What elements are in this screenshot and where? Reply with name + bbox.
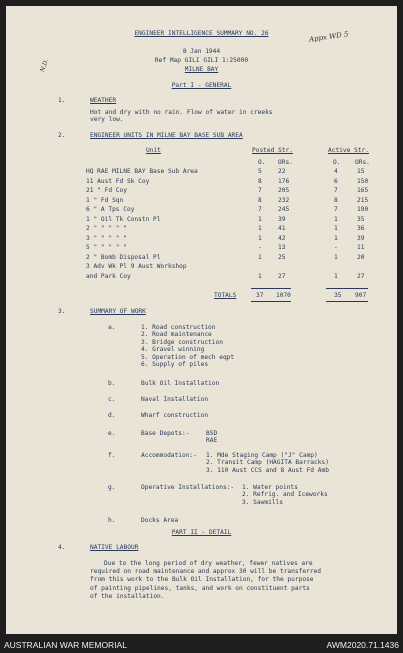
section-2-number: 2. <box>58 132 66 139</box>
section-4-number: 4. <box>58 544 66 551</box>
section-1-number: 1. <box>58 97 66 104</box>
work-d-letter: d. <box>108 412 116 419</box>
table-row-unit: 11 Aust Fd Sk Coy <box>86 177 150 185</box>
table-row-posted-o: 1 <box>258 253 262 261</box>
table-row-posted-o: 7 <box>258 206 262 213</box>
weather-text-line-2: very low. <box>90 116 124 123</box>
table-row-unit: 21 " Fd Coy <box>86 187 127 194</box>
table-row-active-o: 1 <box>334 225 338 232</box>
work-h-text: Docks Area <box>141 517 179 524</box>
work-e-text: Base Depots:- <box>141 430 190 437</box>
work-f-item: 2. Transit Camp (HAGITA Barracks) <box>206 459 329 467</box>
table-row-posted-o: 8 <box>258 196 262 204</box>
native-labour-line: of the installation. <box>90 592 165 600</box>
document-page <box>6 6 397 634</box>
document-title: ENGINEER INTELLIGENCE SUMMARY NO. 26 <box>134 30 269 37</box>
table-row-active-o: 1 <box>334 253 338 261</box>
table-sub-active-o: O. <box>333 159 341 166</box>
table-row-active-o: 6 <box>334 177 338 185</box>
table-row-active-ors: 11 <box>357 244 365 251</box>
table-row-active-o: 7 <box>334 187 338 194</box>
table-row-unit: HQ RAE MILNE BAY Base Sub Area <box>86 168 198 175</box>
work-d-text: Wharf construction <box>141 412 209 419</box>
work-c-text: Naval Installation <box>141 396 209 403</box>
table-header-posted: Posted Str. <box>252 147 293 154</box>
table-row-posted-o: 8 <box>258 177 262 185</box>
table-row-posted-ors: 245 <box>278 206 290 213</box>
work-g-letter: g. <box>108 484 116 491</box>
table-row-posted-o: 5 <box>258 168 262 175</box>
total-active-o: 35 <box>334 292 342 299</box>
table-row-unit: and Park Coy <box>86 272 131 280</box>
table-row-posted-ors: 232 <box>278 196 290 204</box>
table-row-posted-o: 7 <box>258 187 262 194</box>
work-c-letter: c. <box>108 396 116 403</box>
table-row-posted-o: 1 <box>258 225 262 232</box>
work-f-text: Accommodation:- <box>141 452 197 459</box>
table-row-posted-o: - <box>258 244 262 251</box>
native-labour-line: from this work to the Bulk Oil Installation, for the purpose <box>90 576 314 584</box>
work-b-letter: b. <box>108 380 116 387</box>
table-row-posted-ors: 41 <box>278 225 286 232</box>
section-3-number: 3. <box>58 308 66 315</box>
handwritten-initials: N.D. <box>38 58 51 74</box>
section-4-title: NATIVE LABOUR <box>90 544 139 551</box>
work-a-item: 2. Road maintenance <box>141 331 212 339</box>
table-row-active-o: - <box>334 244 338 251</box>
work-f-letter: f. <box>108 452 116 459</box>
work-e-item-2: RAE <box>206 437 218 444</box>
work-a-letter: a. <box>108 324 116 331</box>
table-row-posted-o: 1 <box>258 215 262 223</box>
work-e-letter: e. <box>108 430 116 437</box>
footer-reference: AWM2020.71.1436 <box>326 640 399 650</box>
work-h-letter: h. <box>108 517 116 524</box>
table-row-posted-ors: 25 <box>278 253 286 261</box>
archive-footer <box>0 636 403 653</box>
work-e-item-1: BSD <box>206 430 218 437</box>
table-header-unit: Unit <box>146 147 161 154</box>
handwritten-annotation: Appx WD 5 <box>308 30 349 44</box>
section-2-title: ENGINEER UNITS IN MILNE BAY BASE SUB AREA <box>90 132 243 139</box>
weather-text-line-1: Hot and dry with no rain. Flow of water in creeks <box>90 109 273 116</box>
section-1-title: WEATHER <box>90 97 117 104</box>
table-header-active: Active Str. <box>328 147 369 154</box>
section-3-title: SUMMARY OF WORK <box>90 308 146 315</box>
document-date: 8 Jan 1944 <box>182 48 221 55</box>
totals-rule-posted <box>251 288 291 289</box>
totals-label: TOTALS <box>214 292 237 299</box>
work-g-item: 3. Sawmills <box>242 498 283 506</box>
table-row-posted-ors: 39 <box>278 215 286 223</box>
work-a-item: 4. Gravel winning <box>141 346 205 354</box>
table-sub-active-ors: ORs. <box>355 159 370 166</box>
part-2-heading: PART II - DETAIL <box>171 529 232 536</box>
table-row-active-ors: 36 <box>357 225 365 232</box>
work-g-item: 1. Water points <box>242 484 298 491</box>
work-f-item: 1. Mde Staging Camp ("J" Camp) <box>206 452 318 459</box>
work-g-text: Operative Installations:- <box>141 484 235 491</box>
table-row-active-ors: 27 <box>357 272 365 280</box>
table-row-active-o: 1 <box>334 234 338 242</box>
table-row-active-ors: 190 <box>357 206 369 213</box>
table-row-posted-o: 1 <box>258 234 262 242</box>
table-row-posted-ors: 22 <box>278 168 286 175</box>
table-row-posted-ors: 205 <box>278 187 290 194</box>
table-row-unit: 1 " Oil Tk Constn Pl <box>86 215 161 223</box>
total-posted-ors: 1070 <box>276 292 291 299</box>
totals-rule-active <box>326 288 368 289</box>
table-sub-posted-ors: ORs. <box>278 159 293 166</box>
table-row-active-o: 1 <box>334 215 338 223</box>
table-row-active-ors: 215 <box>357 196 369 204</box>
footer-institution: AUSTRALIAN WAR MEMORIAL <box>4 640 127 650</box>
total-posted-o: 37 <box>256 292 264 299</box>
table-row-posted-ors: 27 <box>278 272 286 280</box>
table-row-active-ors: 150 <box>357 177 369 185</box>
table-row-active-ors: 39 <box>357 234 365 242</box>
work-a-item: 6. Supply of piles <box>141 361 209 368</box>
table-row-active-ors: 165 <box>357 187 369 194</box>
native-labour-line: Due to the long period of dry weather, fewer natives are <box>104 560 313 567</box>
table-row-unit: 3 " " " " " <box>86 234 127 242</box>
work-g-item: 2. Refrig. and Iceworks <box>242 491 328 499</box>
table-row-posted-o: 1 <box>258 272 262 280</box>
table-row-unit: 2 " " " " " <box>86 225 127 232</box>
work-f-item: 3. 110 Aust CCS and 8 Aust Fd Amb <box>206 466 329 474</box>
table-row-unit: 1 " Fd Sqn <box>86 196 124 204</box>
table-row-active-o: 8 <box>334 196 338 204</box>
map-reference: Ref Map GILI GILI 1:25000 <box>154 57 249 64</box>
table-row-active-ors: 20 <box>357 253 365 261</box>
table-row-unit: 3 Adv Wk Pl 9 Aust Workshop <box>86 263 187 270</box>
area-heading: MILNE BAY <box>184 66 219 73</box>
native-labour-line: of painting pipelines, tanks, and work on constituent parts <box>90 584 310 592</box>
native-labour-line: required on road maintenance and approx 30 will be transferred <box>90 568 321 576</box>
table-row-posted-ors: 13 <box>278 244 286 251</box>
part-1-heading: Part I - GENERAL <box>171 82 232 89</box>
work-b-text: Bulk Oil Installation <box>141 380 220 387</box>
table-row-unit: 2 " Bomb Disposal Pl <box>86 253 161 261</box>
work-a-item: 5. Operation of mech eqpt <box>141 353 235 361</box>
table-sub-posted-o: O. <box>258 159 266 166</box>
totals-double-rule-active <box>326 301 368 302</box>
totals-double-rule-posted <box>251 301 291 302</box>
table-row-unit: 6 " A Tps Coy <box>86 206 135 213</box>
table-row-active-o: 4 <box>334 168 338 175</box>
table-row-active-ors: 35 <box>357 215 365 223</box>
table-row-posted-ors: 176 <box>278 177 290 185</box>
table-row-posted-ors: 42 <box>278 234 286 242</box>
work-a-item: 3. Bridge construction <box>141 338 223 346</box>
table-row-active-ors: 15 <box>357 168 365 175</box>
table-row-active-o: 7 <box>334 206 338 213</box>
work-a-item: 1. Road construction <box>141 324 216 331</box>
table-row-active-o: 1 <box>334 272 338 280</box>
table-row-unit: 5 " " " " " <box>86 244 127 251</box>
total-active-ors: 907 <box>355 292 367 299</box>
